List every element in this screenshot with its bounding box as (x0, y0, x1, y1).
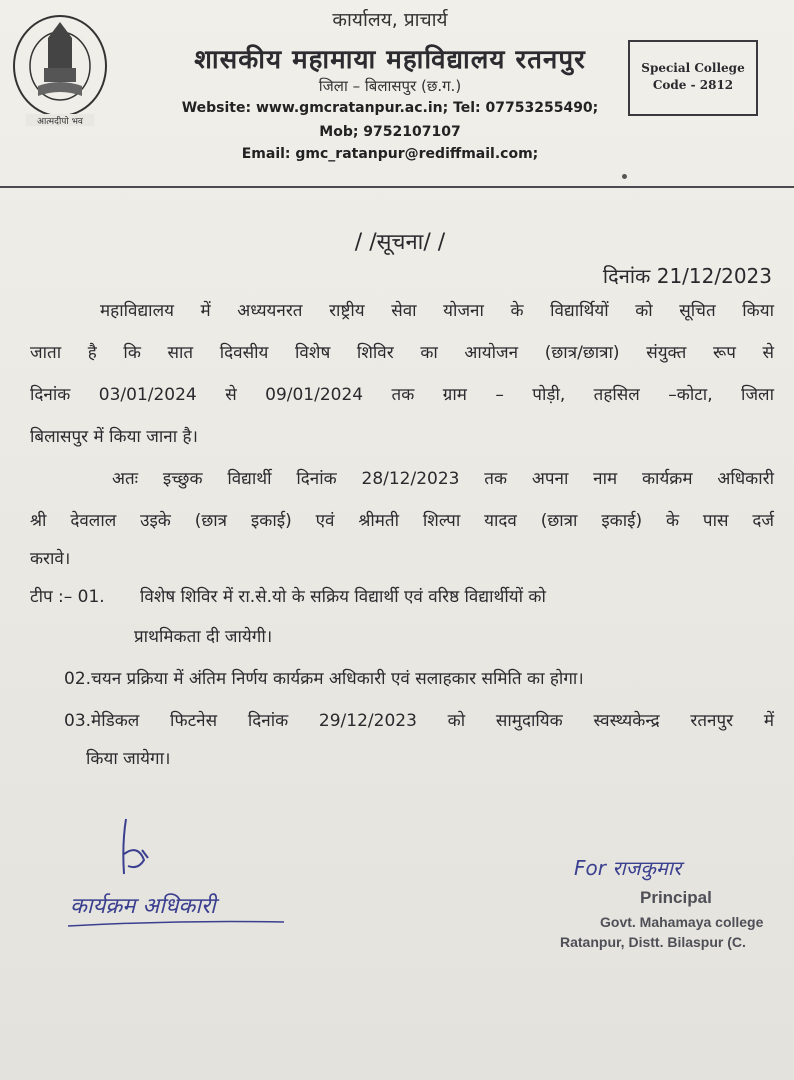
tip-label: टीप :– 01. (30, 587, 105, 607)
mobile-line: Mob; 9752107107 (319, 124, 461, 140)
para1-line-1: महाविद्यालय में अध्ययनरत राष्ट्रीय सेवा योजना के विद्यार्थियों को सूचित किया (100, 301, 774, 321)
college-code-box (628, 40, 758, 116)
signature-underline (66, 918, 286, 930)
para1-line-2: जाता है कि सात दिवसीय विशेष शिविर का आयोजन (छात्र/छात्रा) संयुक्त रूप से (30, 343, 774, 363)
para2-line-2: श्री देवलाल उइके (छात्र इकाई) एवं श्रीमती शिल्पा यादव (छात्रा इकाई) के पास दर्ज (30, 511, 774, 531)
notice-date: दिनांक 21/12/2023 (602, 264, 772, 288)
seal-motto: आत्मदीपो भव (37, 117, 83, 127)
code-line-2: Code - 2812 (652, 78, 734, 92)
tip2-line: 02.चयन प्रक्रिया में अंतिम निर्णय कार्यक्रम अधिकारी एवं सलाहकार समिति का होगा। (64, 669, 584, 689)
code-line-1: Special College (641, 61, 745, 75)
district-line: जिला – बिलासपुर (छ.ग.) (318, 77, 462, 95)
program-officer-signature (108, 814, 168, 884)
college-seal-logo (8, 8, 112, 134)
college-name: शासकीय महामाया महाविद्यालय रतनपुर (194, 45, 586, 75)
para1-line-3: दिनांक 03/01/2024 से 09/01/2024 तक ग्राम – पोड़ी, तहसिल –कोटा, जिला (30, 385, 774, 405)
notice-title: / /सूचना/ / (354, 230, 446, 255)
tip3-line-2: किया जायेगा। (86, 749, 171, 769)
office-title: कार्यालय, प्राचार्य (332, 9, 448, 31)
stamp-principal: Principal (640, 888, 712, 907)
stamp-location: Ratanpur, Distt. Bilaspur (C. (560, 934, 746, 950)
ink-spot (622, 174, 627, 179)
header-divider (0, 186, 794, 188)
tip1-line-1: विशेष शिविर में रा.से.यो के सक्रिय विद्यार्थी एवं वरिष्ठ विद्यार्थीयों को (140, 587, 546, 607)
para1-line-4: बिलासपुर में किया जाना है। (30, 427, 198, 447)
para2-line-3: करावे। (30, 549, 71, 569)
tip3-line-1: 03.मेडिकल फिटनेस दिनांक 29/12/2023 को सामुदायिक स्वस्थ्यकेन्द्र रतनपुर में (64, 711, 774, 731)
website-line: Website: www.gmcratanpur.ac.in; Tel: 07753255490; (181, 100, 599, 116)
program-officer-title: कार्यक्रम अधिकारी (70, 894, 216, 919)
email-line: Email: gmc_ratanpur@rediffmail.com; (241, 146, 539, 162)
principal-handwritten-signature: For राजकुमार (574, 856, 682, 880)
stamp-college: Govt. Mahamaya college (600, 914, 764, 930)
para2-line-1: अतः इच्छुक विद्यार्थी दिनांक 28/12/2023 तक अपना नाम कार्यक्रम अधिकारी (112, 469, 774, 489)
tip1-line-2: प्राथमिकता दी जायेगी। (134, 627, 273, 647)
